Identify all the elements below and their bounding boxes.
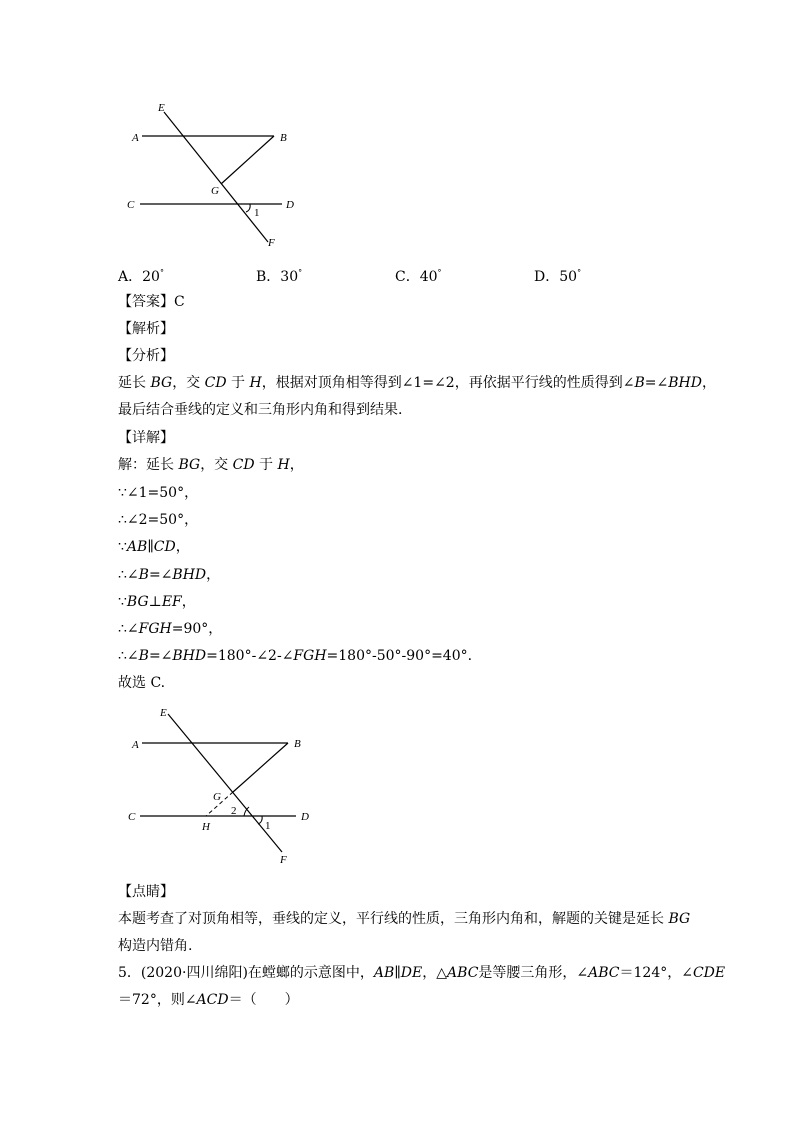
line-bg (221, 136, 274, 184)
solution-step-5: ∴∠B=∠BHD， (118, 567, 221, 583)
answer-line (118, 293, 185, 311)
figure-1 (118, 96, 318, 256)
label-c: C (128, 811, 136, 823)
fenxi-line-2: 最后结合垂线的定义和三角形内角和得到结果. (118, 402, 403, 418)
label-angle-2: 2 (231, 805, 237, 817)
figure-2-diagram (118, 700, 328, 870)
solution-step-1: 解：延长 BG，交 CD 于 H， (118, 457, 304, 473)
dianjing-line-1: 本题考查了对顶角相等，垂线的定义，平行线的性质，三角形内角和，解题的关键是延长 BG (118, 911, 691, 927)
solution-step-8: ∴∠B=∠BHD=180°-∠2-∠FGH=180°-50°-90°=40°. (118, 648, 473, 664)
option-a[interactable]: A．20° (118, 268, 164, 285)
dianjing-line-2: 构造内错角. (118, 938, 193, 954)
label-angle-1: 1 (254, 207, 260, 219)
label-b: B (294, 738, 301, 750)
option-b[interactable]: B．30° (256, 268, 303, 285)
line-bg (233, 743, 288, 792)
option-c[interactable]: C．40° (395, 268, 442, 285)
label-d: D (301, 811, 309, 823)
label-g: G (211, 185, 219, 197)
figure-1-diagram (118, 96, 318, 256)
solution-step-3: ∴∠2=50°， (118, 512, 199, 528)
answer-value: C (174, 294, 185, 310)
angle-1-arc (246, 204, 250, 212)
section-dianjing: 【点睛】 (118, 884, 174, 900)
solution-step-6: ∵BG⊥EF， (118, 594, 196, 610)
label-a: A (132, 739, 139, 751)
section-fenxi: 【分析】 (118, 348, 174, 364)
answer-options (118, 266, 718, 284)
line-ef (164, 112, 268, 242)
label-h: H (202, 821, 210, 833)
label-f: F (280, 854, 287, 866)
option-d[interactable]: D．50° (534, 268, 582, 285)
solution-conclusion: 故选 C. (118, 675, 166, 691)
label-angle-1: 1 (265, 820, 271, 832)
solution-step-2: ∵∠1=50°， (118, 485, 199, 501)
answer-label: 【答案】 (118, 294, 174, 310)
question-5-line-1: 5．(2020·四川绵阳)在螳螂的示意图中，AB∥DE，△ABC是等腰三角形，∠ABC＝124°，∠CDE (118, 965, 726, 981)
label-a: A (132, 132, 139, 144)
label-b: B (280, 132, 287, 144)
fenxi-line-1: 延长 BG，交 CD 于 H，根据对顶角相等得到∠1=∠2，再依据平行线的性质得到∠B=∠BHD， (118, 375, 716, 391)
section-xiangjie: 【详解】 (118, 430, 174, 446)
solution-step-7: ∴∠FGH=90°， (118, 621, 223, 637)
label-g: G (213, 791, 221, 803)
solution-step-4: ∵AB∥CD， (118, 539, 190, 555)
question-5-line-2: ＝72°，则∠ACD＝（ ） (118, 992, 299, 1008)
figure-2 (118, 700, 328, 870)
label-e: E (160, 707, 167, 719)
label-c: C (127, 199, 135, 211)
label-e: E (158, 102, 165, 114)
label-d: D (286, 199, 294, 211)
section-jiexi: 【解析】 (118, 321, 174, 337)
label-f: F (268, 237, 275, 249)
